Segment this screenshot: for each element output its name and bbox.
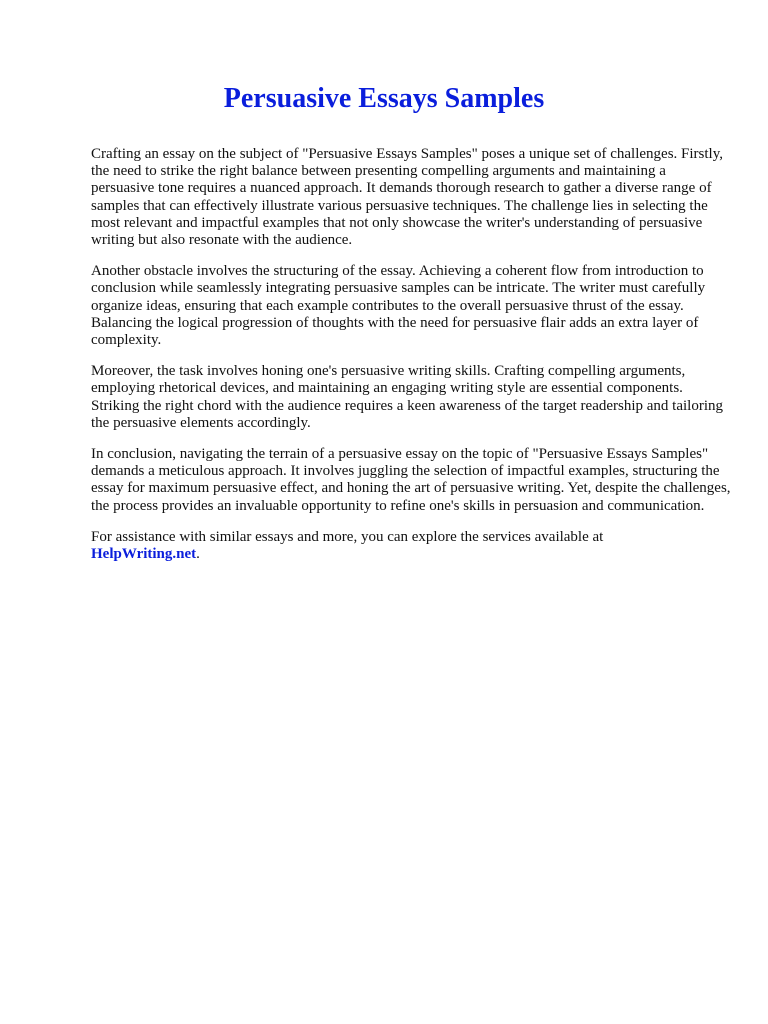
page-title: Persuasive Essays Samples xyxy=(223,83,545,114)
paragraph-4: In conclusion, navigating the terrain of a persuasive essay on the topic of "Persuasive Essays Samples" demands a meticulous approach. It involves juggling the selection of impactful examples, structuring the essay for maximum persuasive effect, and honing the art of persuasive writing. Yet, despite the challenges, the process provides an invaluable opportunity to refine one's skills in persuasion and communication. xyxy=(91,446,731,514)
paragraph-2: Another obstacle involves the structuring of the essay. Achieving a coherent flow from introduction to conclusion while seamlessly integrating persuasive samples can be intricate. The writer must carefully organize ideas, ensuring that each example contributes to the overall persuasive thrust of the essay. Balancing the logical progression of thoughts with the need for persuasive flair adds an extra layer of complexity. xyxy=(91,263,706,349)
essay-body xyxy=(91,146,731,577)
closing-text: For assistance with similar essays and more, you can explore the services available at xyxy=(91,528,604,545)
closing-paragraph xyxy=(91,529,731,563)
closing-period: . xyxy=(196,546,200,563)
helpwriting-link[interactable]: HelpWriting.net xyxy=(91,546,197,563)
paragraph-1: Crafting an essay on the subject of "Persuasive Essays Samples" poses a unique set of challenges. Firstly, the need to strike the right balance between presenting compelling arguments and maintaining a persuasive tone requires a nuanced approach. It demands thorough research to gather a diverse range of samples that can effectively illustrate various persuasive techniques. The challenge lies in selecting the most relevant and impactful examples that not only showcase the writer's understanding of persuasive writing but also resonate with the audience. xyxy=(91,146,723,249)
paragraph-3: Moreover, the task involves honing one's persuasive writing skills. Crafting compelling arguments, employing rhetorical devices, and maintaining an engaging writing style are essential components. Striking the right chord with the audience requires a keen awareness of the target readership and tailoring the persuasive elements accordingly. xyxy=(91,363,723,431)
